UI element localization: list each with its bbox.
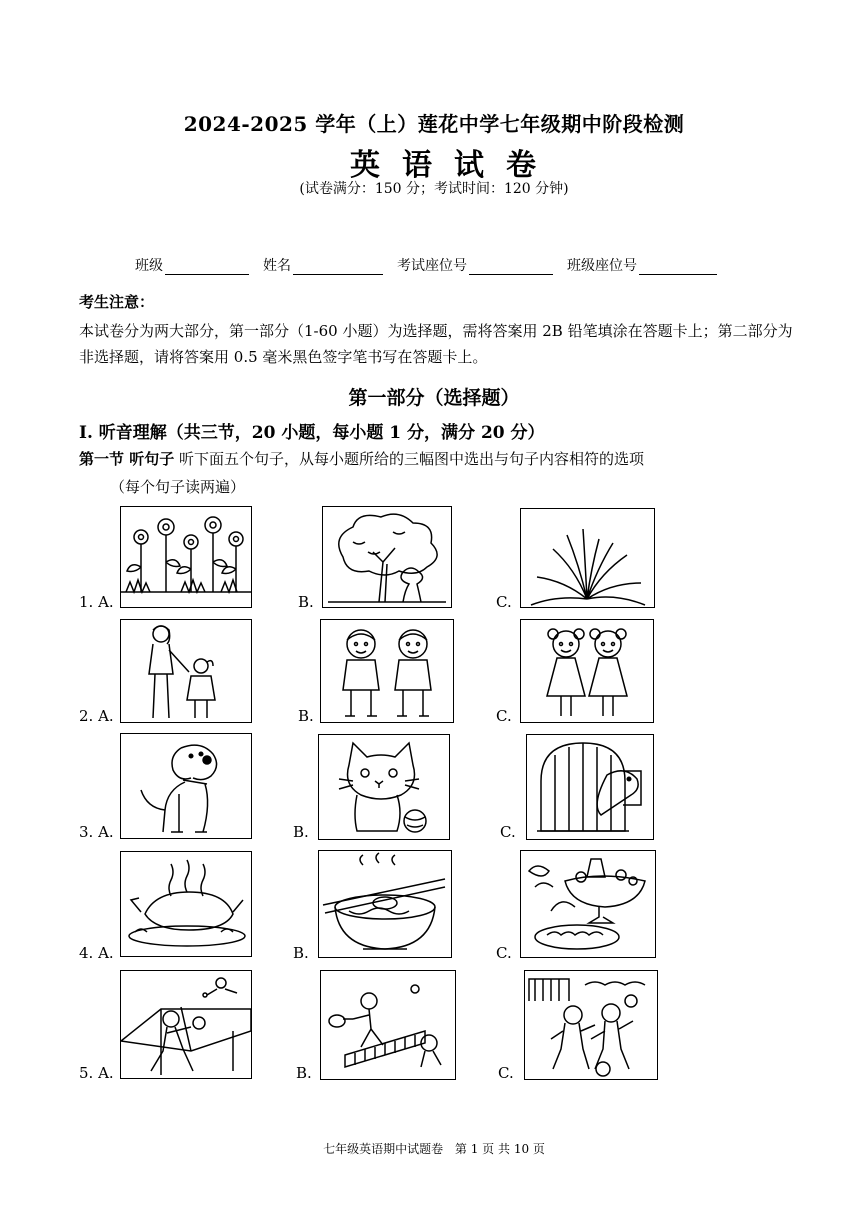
- hotpot-icon: [521, 851, 655, 957]
- question-5-option-a[interactable]: [120, 970, 252, 1079]
- soccer-icon: [525, 971, 657, 1079]
- field-class[interactable]: [135, 255, 249, 275]
- question-4-option-c[interactable]: [520, 850, 656, 958]
- student-info-fields: [135, 255, 717, 275]
- field-label: 班级座位号: [567, 258, 637, 274]
- question-1-label: 1. A.: [79, 593, 114, 611]
- field-line[interactable]: [469, 260, 553, 275]
- question-2-label: 2. A.: [79, 707, 114, 725]
- field-class-seat[interactable]: [567, 255, 717, 275]
- question-4-option-a[interactable]: [120, 851, 252, 957]
- question-2-option-a[interactable]: [120, 619, 252, 723]
- question-4-option-b[interactable]: [318, 850, 452, 958]
- question-5-option-b-label: B.: [296, 1064, 312, 1082]
- notice-heading: 考生注意：: [79, 293, 155, 311]
- subsection-name: 第一节 听句子: [79, 450, 175, 468]
- field-line[interactable]: [293, 260, 383, 275]
- subsection-title: [79, 448, 644, 469]
- footer-exam-name: 七年级英语期中试题卷: [323, 1142, 444, 1156]
- question-3-option-c[interactable]: [526, 734, 654, 840]
- question-4-option-c-label: C.: [496, 944, 512, 962]
- field-line[interactable]: [639, 260, 717, 275]
- subject-title: 英语试卷: [350, 148, 558, 183]
- question-5-option-c-label: C.: [498, 1064, 514, 1082]
- field-label: 考试座位号: [397, 258, 467, 274]
- question-1-option-c-label: C.: [496, 593, 512, 611]
- exam-meta: (试卷满分：150 分；考试时间：120 分钟): [299, 181, 569, 197]
- question-2-option-b-label: B.: [298, 707, 314, 725]
- subsection-note: （每个句子读两遍）: [110, 478, 246, 496]
- field-exam-seat[interactable]: [397, 255, 553, 275]
- page-footer: [0, 1140, 868, 1157]
- question-4-label: 4. A.: [79, 944, 114, 962]
- ping-pong-icon: [121, 971, 251, 1078]
- question-1-option-c[interactable]: [520, 508, 655, 608]
- two-boys-icon: [321, 620, 453, 722]
- question-2-option-c[interactable]: [520, 619, 654, 723]
- notice-body: 本试卷分为两大部分，第一部分（1-60 小题）为选择题，需将答案用 2B 铅笔填涂在答题卡上；第二部分为非选择题，请将答案用 0.5 毫米黑色签字笔书写在答题卡上。: [79, 322, 793, 366]
- exam-title: 2024-2025 学年（上）莲花中学七年级期中阶段检测: [183, 112, 685, 136]
- question-1-option-a[interactable]: [120, 506, 252, 608]
- footer-page-number: 第 1 页 共 10 页: [454, 1142, 545, 1156]
- two-girls-icon: [521, 620, 653, 722]
- subsection-instructions: 听下面五个句子，从每小题所给的三幅图中选出与句子内容相符的选项: [174, 450, 645, 468]
- bird-cage-icon: [527, 735, 653, 839]
- dog-icon: [121, 734, 251, 838]
- field-label: 姓名: [263, 258, 291, 274]
- question-3-option-c-label: C.: [500, 823, 516, 841]
- field-name[interactable]: [263, 255, 383, 275]
- section-title: I. 听音理解（共三节，20 小题，每小题 1 分，满分 20 分）: [79, 423, 545, 443]
- tennis-icon: [321, 971, 455, 1079]
- question-4-option-b-label: B.: [293, 944, 309, 962]
- question-3-option-b-label: B.: [293, 823, 309, 841]
- question-3-option-b[interactable]: [318, 734, 450, 840]
- grass-icon: [521, 509, 654, 607]
- question-1-option-b[interactable]: [322, 506, 452, 608]
- question-2-option-b[interactable]: [320, 619, 454, 723]
- question-5-option-b[interactable]: [320, 970, 456, 1080]
- question-3-option-a[interactable]: [120, 733, 252, 839]
- field-label: 班级: [135, 258, 163, 274]
- cat-icon: [319, 735, 449, 839]
- question-5-label: 5. A.: [79, 1064, 114, 1082]
- flowers-icon: [121, 507, 251, 607]
- question-2-option-c-label: C.: [496, 707, 512, 725]
- tree-icon: [323, 507, 451, 607]
- field-line[interactable]: [165, 260, 249, 275]
- roast-chicken-icon: [121, 852, 251, 956]
- part-title: 第一部分（选择题）: [348, 387, 520, 409]
- question-5-option-c[interactable]: [524, 970, 658, 1080]
- question-3-label: 3. A.: [79, 823, 114, 841]
- noodles-icon: [319, 851, 451, 957]
- mother-daughter-icon: [121, 620, 251, 722]
- question-1-option-b-label: B.: [298, 593, 314, 611]
